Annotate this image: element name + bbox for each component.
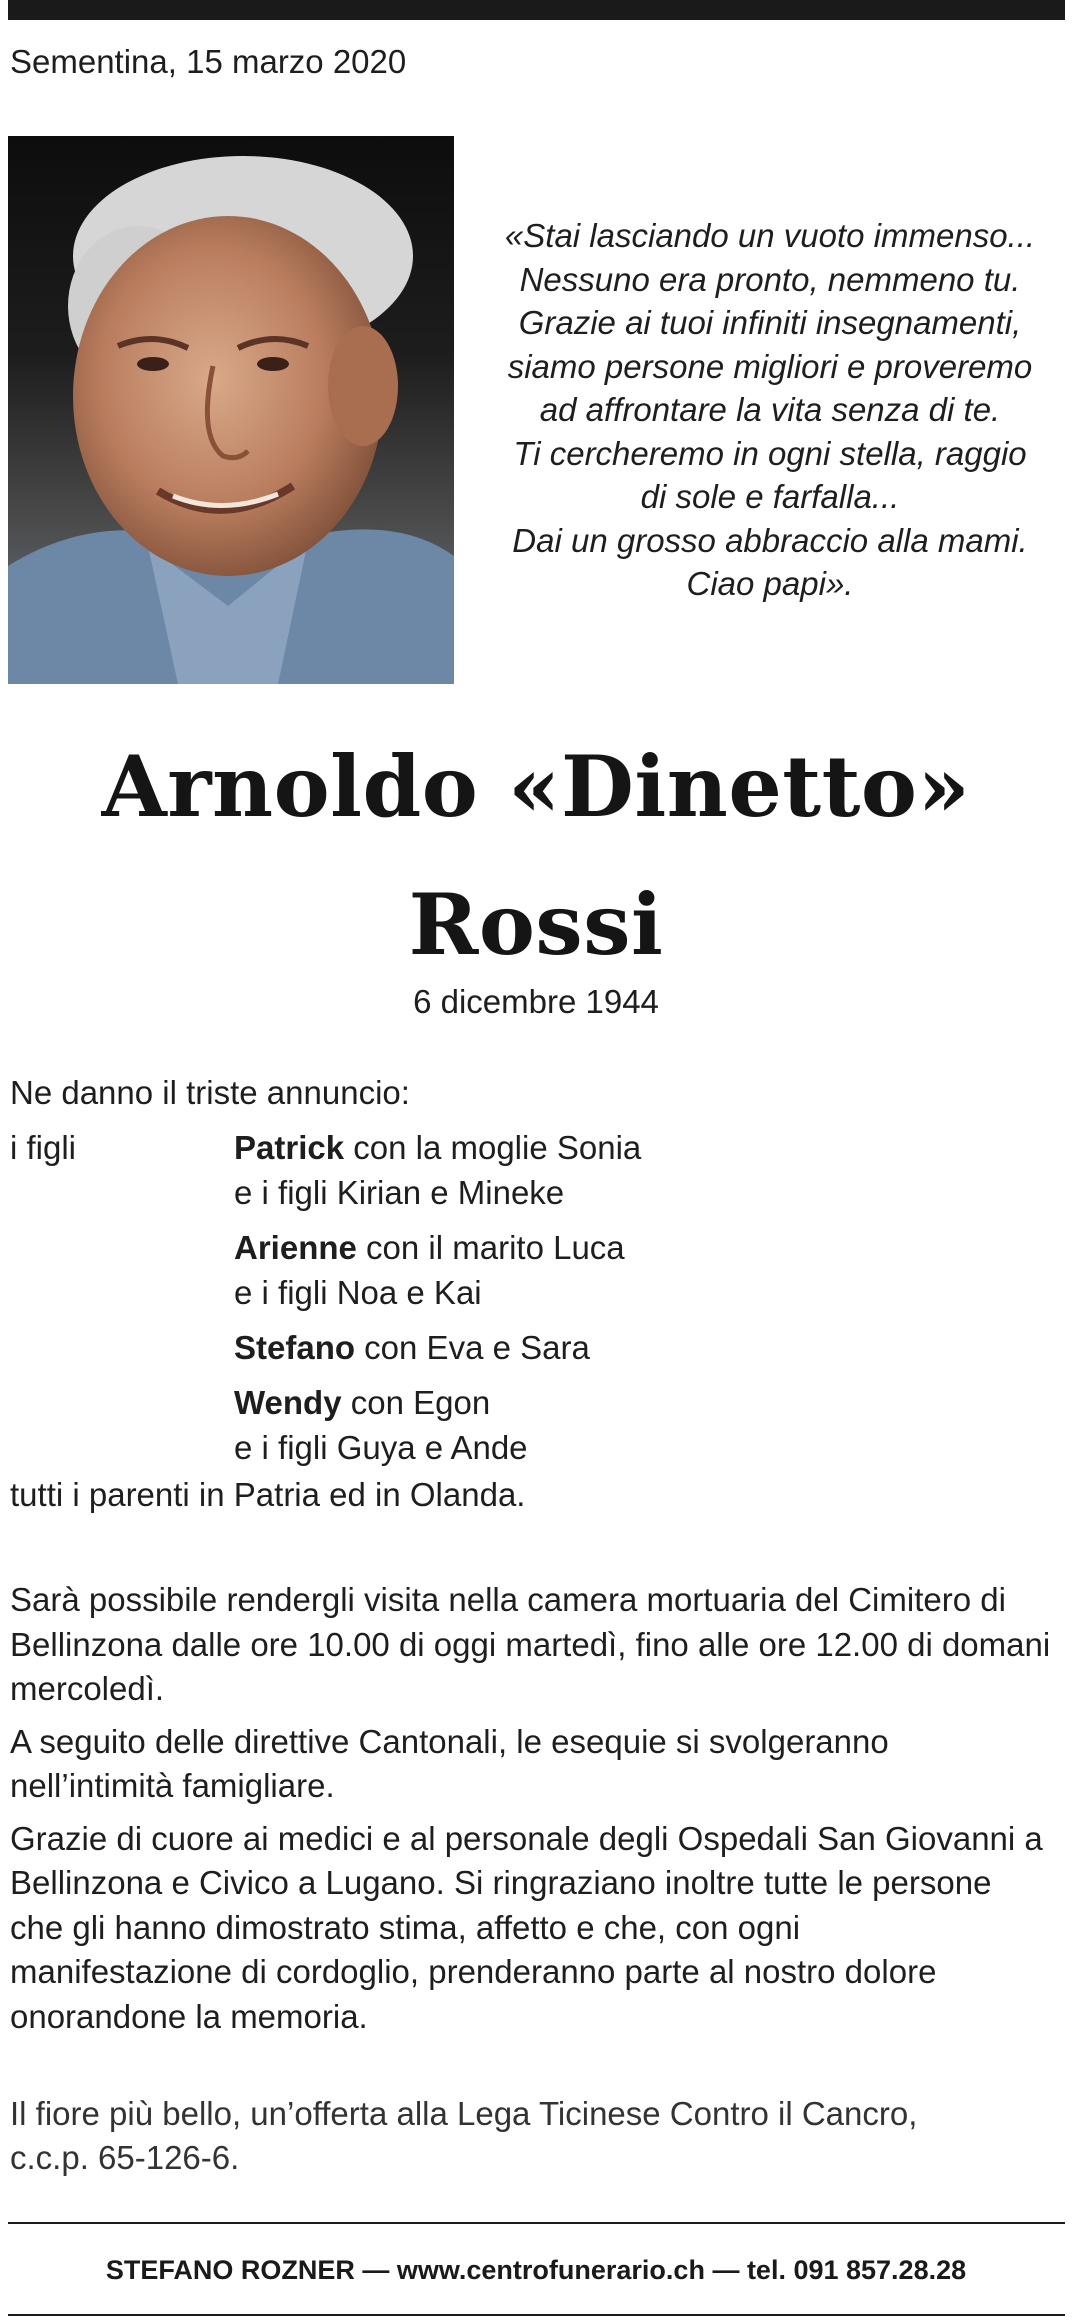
family-entry xyxy=(234,1225,1065,1315)
text-line: mercoledì. xyxy=(10,1670,165,1707)
quote-line: Ciao papi». xyxy=(686,565,854,602)
memorial-quote xyxy=(470,214,1070,606)
deceased-name xyxy=(0,718,1072,994)
text-line: Sarà possibile rendergli visita nella camera mortuaria del Cimitero di xyxy=(10,1581,1006,1618)
family-entry xyxy=(234,1325,1065,1370)
child-name: Wendy xyxy=(234,1384,342,1421)
text-line: manifestazione di cordoglio, prenderanno parte al nostro dolore xyxy=(10,1953,937,1990)
footer-bottom-rule xyxy=(8,2314,1065,2316)
family-entry xyxy=(234,1125,1065,1215)
text-line: nell’intimità famigliare. xyxy=(10,1767,335,1804)
birth-date: 6 dicembre 1944 xyxy=(413,983,659,1020)
quote-line: Nessuno era pronto, nemmeno tu. xyxy=(519,260,1021,298)
announcement-intro: Ne danno il triste annuncio: xyxy=(10,1074,410,1111)
name-line-2: Rossi xyxy=(408,875,664,974)
child-detail: con Eva e Sara xyxy=(355,1329,590,1366)
family-entry xyxy=(234,1380,1065,1470)
donation-line: c.c.p. 65-126-6. xyxy=(10,2139,240,2176)
quote-line: Dai un grosso abbraccio alla mami. xyxy=(512,521,1028,559)
quote-line: Ti cercheremo in ogni stella, raggio xyxy=(513,434,1027,472)
announcement xyxy=(10,1070,1065,1517)
child-name: Arienne xyxy=(234,1229,357,1266)
text-line: Grazie di cuore ai medici e al personale degli Ospedali San Giovanni a xyxy=(10,1819,1043,1857)
child-family: e i figli Kirian e Mineke xyxy=(234,1174,565,1211)
child-name: Patrick xyxy=(234,1129,345,1166)
relatives-line: tutti i parenti in Patria ed in Olanda. xyxy=(10,1476,526,1513)
name-line-1: Arnoldo «Dinetto» xyxy=(101,737,971,836)
footer-top-rule xyxy=(8,2222,1065,2224)
child-detail: con la moglie Sonia xyxy=(344,1129,642,1166)
quote-line: di sole e farfalla... xyxy=(640,478,900,515)
portrait-illustration xyxy=(8,136,454,684)
visit-paragraph xyxy=(10,1578,1062,1712)
top-rule xyxy=(8,0,1065,20)
quote-line: ad affrontare la vita senza di te. xyxy=(539,391,1001,428)
text-line: onorandone la memoria. xyxy=(10,1997,368,2035)
donation-note xyxy=(10,2092,1062,2180)
text-line: che gli hanno dimostrato stima, affetto e che, con ogni xyxy=(10,1908,801,1946)
child-family: e i figli Guya e Ande xyxy=(234,1429,528,1466)
text-line: Bellinzona dalle ore 10.00 di oggi martedì, fino alle ore 12.00 di domani xyxy=(10,1625,1051,1663)
family-list xyxy=(10,1125,1065,1470)
quote-line: «Stai lasciando un vuoto immenso... xyxy=(504,217,1036,254)
child-detail: con Egon xyxy=(341,1384,491,1421)
quote-line: siamo persone migliori e proveremo xyxy=(507,347,1033,385)
child-detail: con il marito Luca xyxy=(356,1229,625,1266)
notice-paragraphs xyxy=(10,1578,1062,2047)
funeral-home-footer: STEFANO ROZNER — www.centrofunerario.ch — tel. 091 857.28.28 xyxy=(105,2255,967,2285)
portrait-photo xyxy=(8,136,454,684)
text-line: Bellinzona e Civico a Lugano. Si ringraziano inoltre tutte le persone xyxy=(10,1864,992,1901)
child-name: Stefano xyxy=(234,1329,356,1366)
child-family: e i figli Noa e Kai xyxy=(234,1274,482,1311)
thanks-paragraph xyxy=(10,1817,1062,2040)
children-label: i figli xyxy=(10,1129,77,1166)
funeral-paragraph xyxy=(10,1720,1062,1809)
place-date: Sementina, 15 marzo 2020 xyxy=(10,43,407,80)
quote-line: Grazie ai tuoi infiniti insegnamenti, xyxy=(518,304,1022,341)
donation-line: Il fiore più bello, un’offerta alla Lega Ticinese Contro il Cancro, xyxy=(10,2095,918,2132)
text-line: A seguito delle direttive Cantonali, le esequie si svolgeranno xyxy=(10,1722,889,1760)
